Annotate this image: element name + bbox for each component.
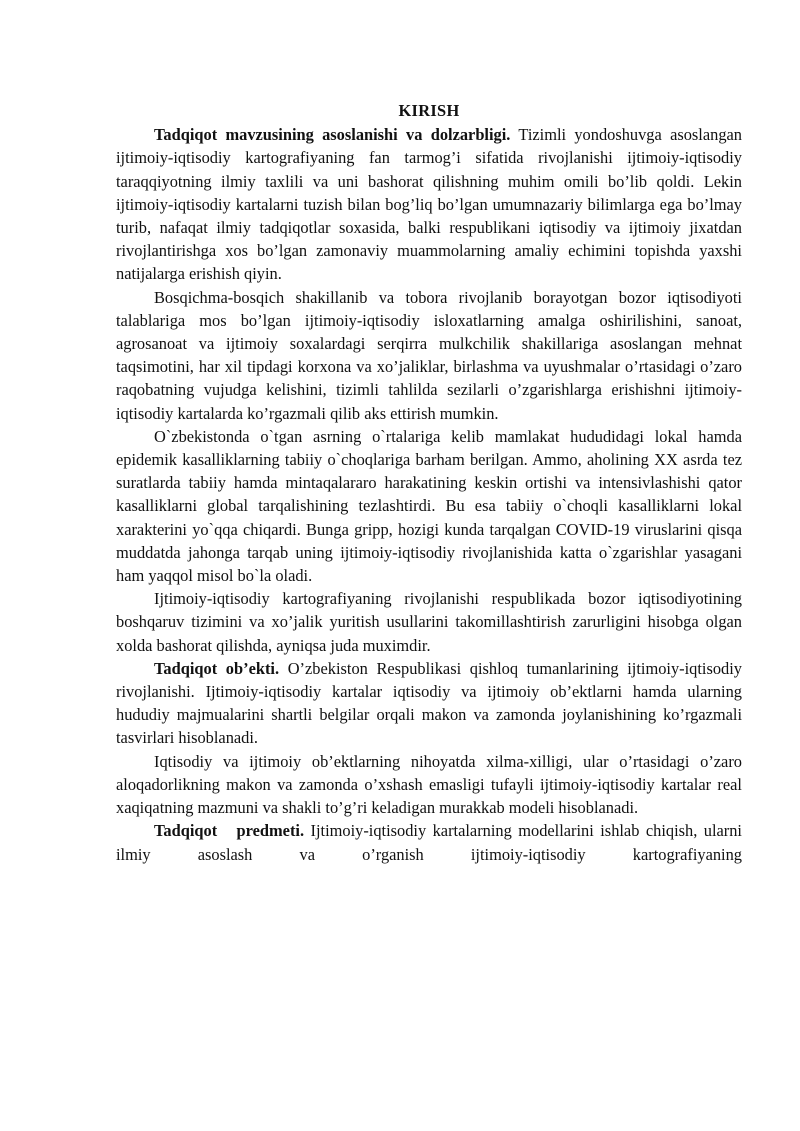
- document-title: KIRISH: [398, 101, 460, 120]
- paragraph-relevance: [116, 123, 742, 285]
- paragraph-research-object: [116, 657, 742, 750]
- paragraph-text: Tizimli yondoshuvga asoslangan ijtimoiy-iqtisodiy kartografiyaning fan tarmog’i sifatida rivojlanishi ijtimoiy-iqtisodiy taraqqiyotning ilmiy taxlili va uni bashorat qilishning muhim omili bo’lib qoldi. Lekin ijtimoiy-iqtisodiy kartalarni tuzish bilan bog’liq bo’lgan umumnazariy bilimlarga ega bo’lmay turib, nafaqat ilmiy tadqiqotlar soxasida, balki respublikani iqtisodiy va ijtimoiy jixatdan rivojlantirishga xos bo’lgan zamonaviy muammolarning amaliy echimini topishda yaxshi natijalarga erishish qiyin.: [116, 125, 742, 284]
- paragraph-text: Iqtisodiy va ijtimoiy ob’ektlarning nihoyatda xilma-xilligi, ular o’rtasidagi o’zaro aloqadorlikning makon va zamonda o’xshash emasligi tufayli ijtimoiy-iqtisodiy kartalar real xaqiqatning mazmuni va shakli to’g’ri keladigan murakkab modeli hisoblanadi.: [116, 751, 742, 818]
- paragraph-market-economy: [116, 286, 742, 425]
- paragraph-text: O’zbekiston Respublikasi qishloq tumanlarining ijtimoiy-iqtisodiy rivojlanishi. Ijtimoiy-iqtisodiy kartalar iqtisodiy va ijtimoiy ob’ektlarni hamda ularning hududiy majmualarini shartli belgilar orqali makon va zamonda joylanishining ko’rgazmali tasvirlari hisoblanadi.: [116, 658, 742, 748]
- paragraph-research-subject: [116, 819, 742, 865]
- paragraph-text: Bosqichma-bosqich shakillanib va tobora rivojlanib borayotgan bozor iqtisodiyoti talablariga mos bo’lgan ijtimoiy-iqtisodiy isloxatlarning amalga oshirilishini, sanoat, agrosanoat va ijtimoiy soxalardagi serqirra mulkchilik shakillariga asoslangan mehnat taqsimotini, har xil tipdagi korxona va xo’jaliklar, birlashma va uyushmalar o’rtasidagi o’zaro raqobatning vujudga kelishini, tizimli tahlilda sezilarli o’zgarishlarga erishishni ijtimoiy-iqtisodiy kartalarda ko’rgazmali qilib aks ettirish mumkin.: [116, 287, 742, 423]
- paragraph-heading: Tadqiqot mavzusining asoslanishi va dolzarbligi.: [154, 125, 511, 145]
- paragraph-heading: Tadqiqot predmeti.: [154, 821, 305, 841]
- paragraph-text: Ijtimoiy-iqtisodiy kartografiyaning rivojlanishi respublikada bozor iqtisodiyotining boshqaruv tizimini va xo’jalik yuritish usullarini takomillashtirish zarurligini hisobga olgan xolda bashorat qilishda, ayniqsa juda muximdir.: [116, 589, 742, 655]
- paragraph-epidemics: [116, 425, 742, 587]
- paragraph-cartography-development: [116, 587, 742, 657]
- paragraph-text: O`zbekistonda o`tgan asrning o`rtalariga kelib mamlakat hududidagi lokal hamda epidemik kasalliklarning tabiiy o`choqlariga barham berilgan. Ammo, aholining XX asrda tez suratlarda tabiiy hamda mintaqalararo harakatining keskin ortishi va intensivlashishi qator kasalliklarni global tarqalishining tezlashtirdi. Bu esa tabiiy o`choqli kasalliklarni lokal xarakterini yo`qqa chiqardi. Bunga gripp, hozigi kunda tarqalgan COVID-19 viruslarini qisqa muddatda jahonga tarqab uning ijtimoiy-iqtisodiy rivojlanishida katta o`zgarishlar yasagani ham yaqqol misol bo`la oladi.: [116, 426, 742, 586]
- paragraph-text: Ijtimoiy-iqtisodiy kartalarning modellarini ishlab chiqish, ularni ilmiy asoslash va o’rganish ijtimoiy-iqtisodiy kartografiyaning: [116, 821, 742, 864]
- paragraph-heading: Tadqiqot ob’ekti.: [154, 658, 280, 678]
- paragraph-object-diversity: [116, 750, 742, 820]
